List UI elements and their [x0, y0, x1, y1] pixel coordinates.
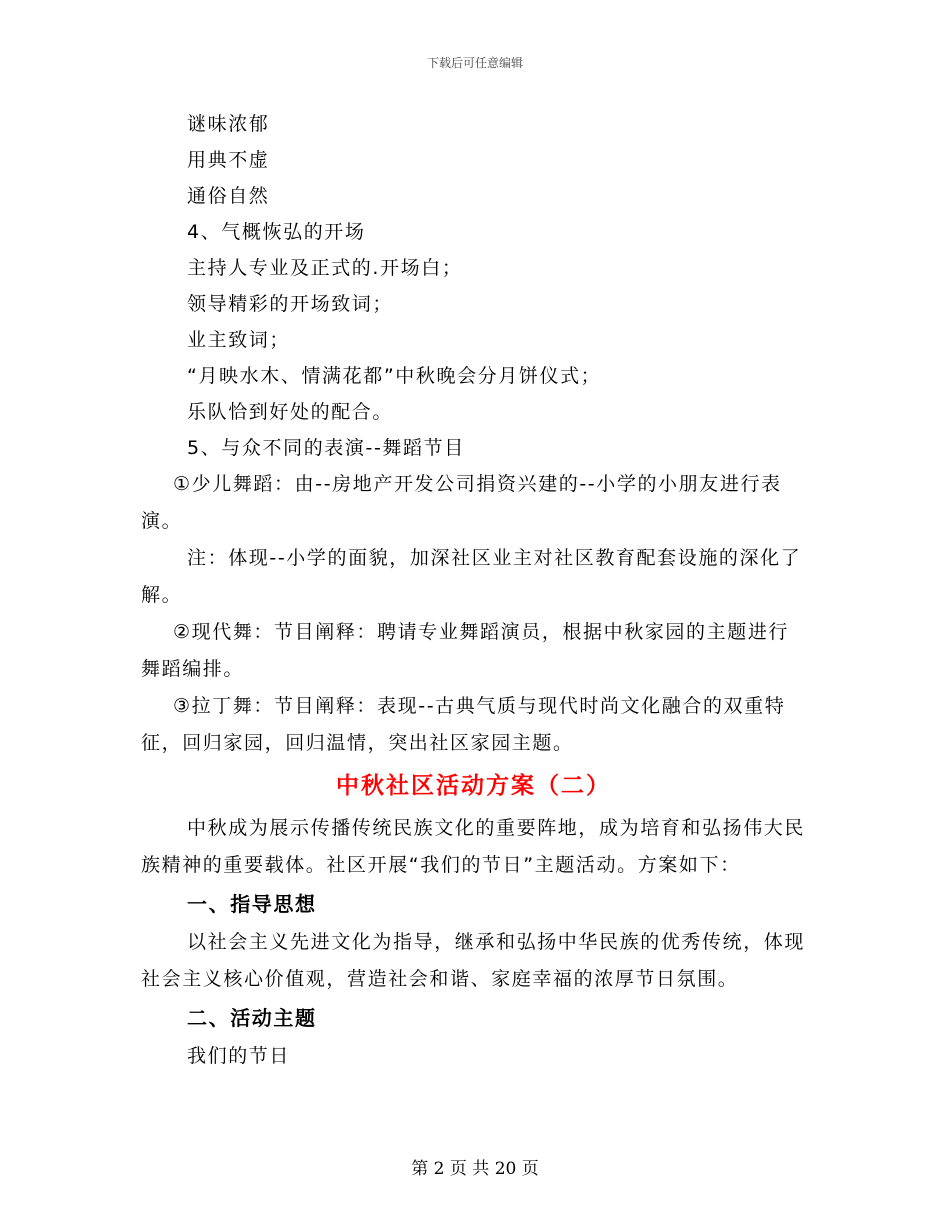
paragraph: 注：体现--小学的面貌，加深社区业主对社区教育配套设施的深化了解。	[141, 547, 802, 606]
list-item: 主持人专业及正式的.开场白；	[187, 257, 463, 279]
list-item: “月映水木、情满花都”中秋晚会分月饼仪式；	[187, 365, 602, 387]
section-title: 中秋社区活动方案（二）	[336, 773, 611, 799]
paragraph: ②现代舞：节目阐释：聘请专业舞蹈演员，根据中秋家园的主题进行舞蹈编排。	[141, 621, 790, 680]
page-header: 下载后可任意编辑	[426, 56, 523, 70]
paragraph: ③拉丁舞：节目阐释：表现--古典气质与现代时尚文化融合的双重特征，回归家园，回归温情，突出社区家园主题。	[141, 695, 786, 754]
document-body	[141, 106, 806, 1074]
paragraph: 我们的节日	[187, 1045, 291, 1067]
section-heading: 一、指导思想	[187, 892, 317, 916]
page-footer: 第 2 页 共 20 页	[411, 1159, 539, 1179]
intro-paragraph: 中秋成为展示传播传统民族文化的重要阵地，成为培育和弘扬伟大民族精神的重要载体。社区开展“我们的节日”主题活动。方案如下：	[141, 817, 806, 876]
list-item: 领导精彩的开场致词；	[187, 293, 394, 315]
paragraph: 以社会主义先进文化为指导，继承和弘扬中华民族的优秀传统，体现社会主义核心价值观，营造社会和谐、家庭幸福的浓厚节日氛围。	[141, 931, 806, 990]
paragraph: ①少儿舞蹈：由--房地产开发公司捐资兴建的--小学的小朋友进行表演。	[141, 473, 782, 532]
list-item: 用典不虚	[187, 149, 270, 171]
subheading: 4、气概恢弘的开场	[187, 221, 366, 243]
list-item: 通俗自然	[187, 185, 270, 207]
subheading: 5、与众不同的表演--舞蹈节目	[187, 437, 465, 459]
list-item: 乐队恰到好处的配合。	[187, 401, 394, 423]
list-item: 谜味浓郁	[187, 113, 270, 135]
list-item: 业主致词；	[187, 329, 291, 351]
section-heading: 二、活动主题	[187, 1006, 317, 1030]
